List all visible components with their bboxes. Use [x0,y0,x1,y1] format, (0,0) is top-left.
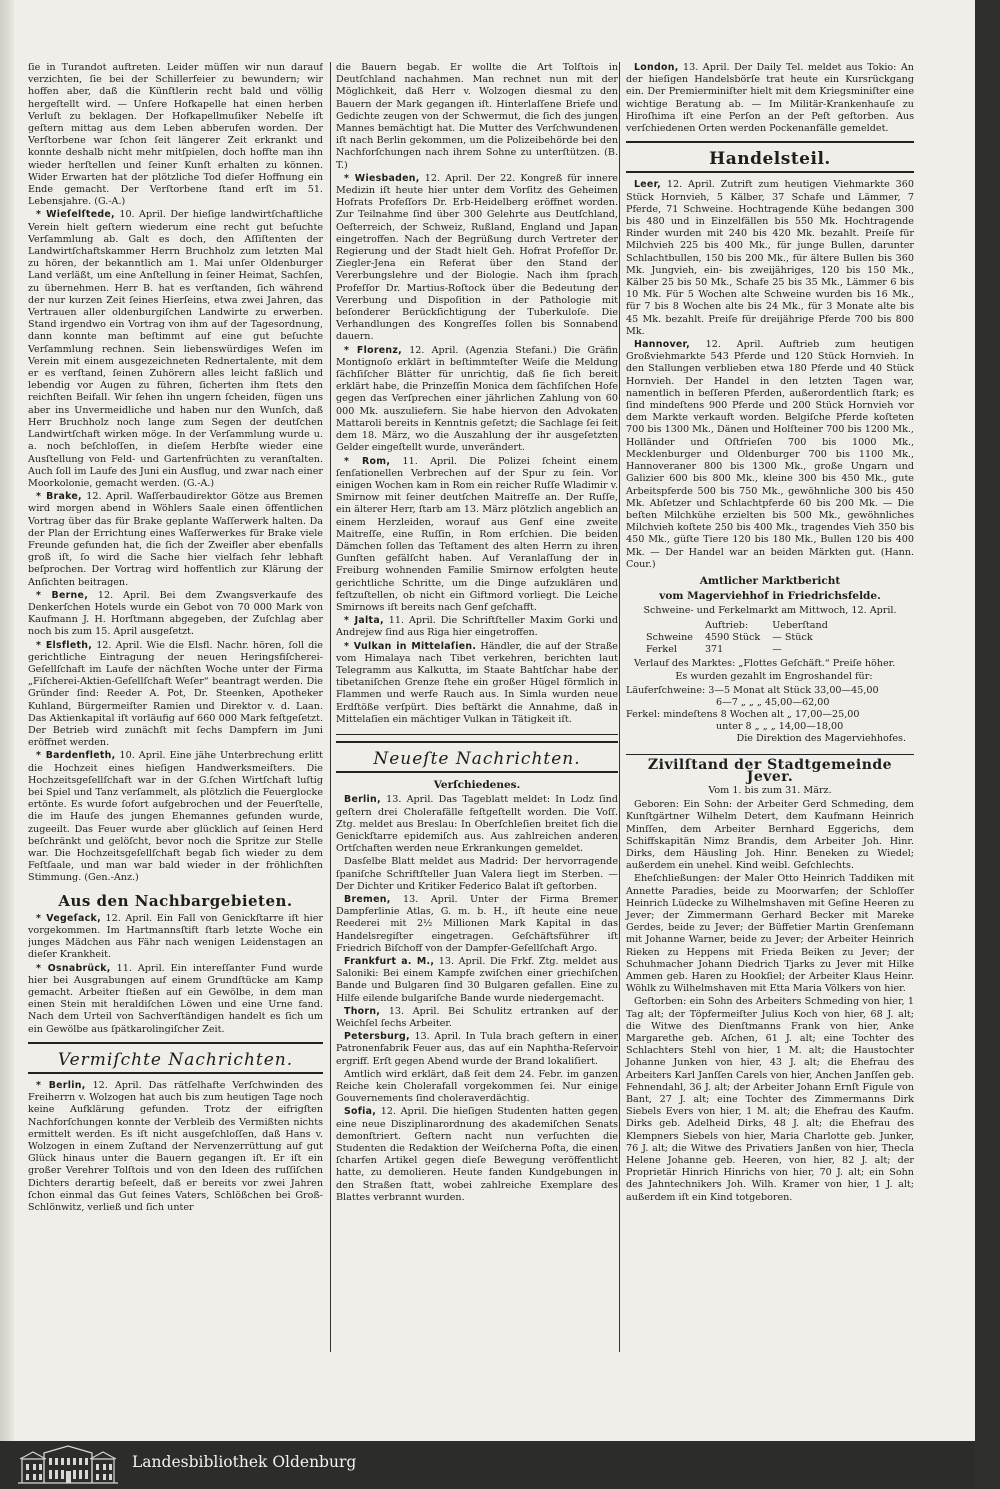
article-text: 12. April. Ein Fall von Genickſtarre iſt hier vorgekommen. Im Hartmannsſtift ſtarb letzte Woche ein junges Mädchen aus Fähr nach wenigen Leidenstagen an dieſer Krankheit. [28,912,323,961]
article-dateline: * Vulkan in Mittelaſien. [344,640,477,652]
article [28,963,323,1036]
article: Geſtorben: ein Sohn des Arbeiters Schmeding von hier, 1 Tag alt; der Töpfermeiſter Julius Koch von hier, 68 J. alt; die Witwe des Dienſtmanns Frank von hier, Anke Margarethe geb. Aſchen, 61 J. alt; eine Tochter des Schlachters Stehl von hier, 1 M. alt; die Haustochter Johanne Junken von hier, 43 J. alt; die Ehefrau des Arbeiters Karl Janſſen Carels von hier, Anchen Janſſen geb. Fehnendahl, 36 J. alt; der Arbeiter Johann Ernſt Figule von Bant, 27 J. alt; eine Tochter des Zimmermanns Dirk Siebels Evers von hier, 1 M. alt; die Ehefrau des Kaufm. Dirks geb. Adelheid Dirks, 48 J. alt; die Ehefrau des Klempners Siebels von hier, Maria Charlotte geb. Junker, 76 J. alt; die Witwe des Privatiers Janßen von hier, Thecla Helene Johanne geb. Heeren, von hier, 82 J. alt; der Proprietär Hinrich Hinrichs von hier, 70 J. alt; ein Sohn des Jahntechnikers Joh. Wilh. Kramer von hier, 1 J. alt; außerdem iſt ein Kind totgeboren. [626,996,914,1203]
article [28,209,323,490]
article-dateline: * Berne, [36,589,89,601]
table-cell: — [772,643,782,655]
table-cell: — Stück [772,631,813,643]
article-text: 10. April. Eine jähe Unterbrechung erlitt die Hochzeit eines hieſigen Handwerksmeiſters. Die Hochzeitsgeſellſchaft war in der G.ſchen Wirtſchaft luſtig bei Spiel und Tanz verſammelt, als plötzlich die Feuerglocke ertönte. Es wurde ſofort aufgebrochen und der Feuerſtelle, die im Hauſe des jungen Ehemannes gefunden wurde, zugeeilt. Das Feuer wurde aber glücklich auf ſeinen Herd beſchränkt und gelöſcht, bevor noch die Spritze zur Stelle war. Die Hochzeitsgeſellſchaft begab ſich wieder zu dem Feſtſaale, und man war bald wieder in der fröhlichſten Stimmung. (Gen.-Anz.) [28,750,323,884]
article-dateline: Leer, [634,179,661,191]
table-cell: Ferkel [646,643,677,655]
subheading: Verſchiedenes. [433,779,521,792]
price-line: 6—7 „ „ „ 45,00—62,00 [716,696,830,708]
article: Dasſelbe Blatt meldet aus Madrid: Der hervorragende ſpaniſche Schriftſteller Juan Valera liegt im Sterben. — Der Dichter und Kritiker Federico Balat iſt geſtorben. [336,856,618,892]
article-text: 12. April. Die hieſigen Studenten hatten gegen eine neue Disziplinarordnung des akademiſchen Senats demonſtriert. Geſtern nacht nun verſuchten die Studenten die Redaktion der Weiſcherna Poſta, die einen ſcharfen Artikel gegen dieſe Bewegung veröffentlicht hatte, zu demolieren. Heute fanden Kundgebungen in den Straßen ſtatt, wobei zahlreiche Exemplare des Blattes verbrannt wurden. [336,1106,618,1203]
section-heading: Handelsteil. [709,149,831,170]
table-header: Ueberſtand [772,619,828,631]
article [336,1106,618,1204]
article-text: 10. April. Der hieſige landwirtſchaftliche Verein hielt geſtern wiederum eine recht gut beſuchte Verſammlung ab. Galt es doch, den Aſſiſtenten der Landwirtſchaftskammer Herrn Bruchholz zum letzten Mal zu hören, der bekanntlich am 1. Mai unſer Oldenburger Land verläßt, um eine Anſtellung in ſeiner Heimat, Sachſen, zu übernehmen. Herr B. hat es verſtanden, ſich während der nur kurzen Zeit ſeines Hierſeins, etwa zwei Jahren, das Vertrauen aller oldenburgiſchen Landwirte zu erwerben. Stand irgendwo ein Vortrag von ihm auf der Tagesordnung, dann konnte man beſtimmt auf eine gut beſuchte Verſammlung rechnen. Sein liebenswürdiges Weſen im Verein mit einem ausgezeichneten Rednertalente, mit dem er es verſtand, ſeinen Zuhörern alles leicht faßlich und lebendig vor Augen zu führen, ſicherten ihm ſtets den reichſten Beifall. Wir ſehen ihn ungern ſcheiden, fügen uns aber ins Unvermeidliche und haben nur den Wunſch, daß Herr Bruchholz noch lange zum Segen der deutſchen Landwirtſchaft wirken möge. In der Verſammlung wurde u. a. noch beſchloſſen, in dieſem Herbſte wieder eine Ausſtellung von Feld- und Gartenfrüchten zu veranſtalten. Auch ſoll im Laufe des Juni ein Ausflug, und zwar nach einer Moorkolonie, gemacht werden. (G.-A.) [28,209,323,489]
article [626,339,914,571]
article-dateline: Thorn, [344,1005,381,1017]
article [28,590,323,639]
article-text: 12. April. Waſſerbaudirektor Götze aus Bremen wird morgen abend in Wöhlers Saale einen öffentlichen Vortrag über das für Brake geplante Waſſerwerk halten. Da der Plan der Errichtung eines Waſſerwerkes für Brake viele Freunde gefunden hat, die ſich der Zweifler aber ebenfalls groß iſt, ſo wird die Sache hier vielfach ſehr lebhaft beſprochen. Der Vortrag wird hoffentlich zur Klärung der Anſichten beitragen. [28,491,323,588]
article: ſie in Turandot auftreten. Leider müſſen wir nun darauf verzichten, ſie bei der Schillerfeier zu bewundern; wir hoffen aber, daß die Künſtlerin recht bald und völlig hergeſtellt wird. — Unſere Hofkapelle hat einen herben Verluſt zu beklagen. Der Hofkapellmuſiker Nebelſe iſt geſtern mittag aus dem Leben abberufen worden. Der Verſtorbene war ſchon ſeit längerer Zeit erkrankt und konnte deshalb nicht mehr mitſpielen, doch hoffte man ihn wieder herſtellen und ſeiner Kunſt erhalten zu können. Wider Erwarten hat der plötzliche Tod dieſer Hoffnung ein Ende gemacht. Der Verſtorbene ſtand erſt im 51. Lebensjahre. (G.-A.) [28,62,323,208]
library-brand[interactable]: Landesbibliothek Oldenburg [132,1453,357,1471]
table-header: Auftrieb: [704,619,749,631]
article: die Bauern begab. Er wollte die Art Tolſtois in Deutſchland nachahmen. Man rechnet nun mit der Möglichkeit, daß Herr v. Wolzogen diesmal zu den Bauern der Mark gegangen iſt. Hinterlaſſene Briefe und Gedichte zeugen von der Schwermut, die ſich des jungen Mannes bemächtigt hat. Die Mutter des Verſchwundenen iſt nach Berlin gekommen, um die Polizeibehörde bei den Nachforſchungen nach ihrem Sohne zu unterſtützen. (B. T.) [336,62,618,171]
article [336,173,618,344]
article [336,1006,618,1030]
page-gutter [0,0,14,1441]
article [336,894,618,955]
article-text: 12. April. Der 22. Kongreß für innere Medizin iſt heute hier unter dem Vorſitz des Geheimen Hofrats Profeſſors Dr. Erb-Heidelberg eröffnet worden. Zur Teilnahme ſind über 300 Gelehrte aus Deutſchland, Oeſterreich, der Schweiz, Rußland, England und Japan eingetroffen. Nach der Begrüßung durch Vertreter der Regierung und der Stadt hielt Geh. Hofrat Profeſſor Dr. Ziegler-Jena ein Referat über den Stand der Vererbungslehre und der Biologie. Nach ihm ſprach Profeſſor Dr. Martius-Roſtock über die Bedeutung der Vererbung und Dispoſition in der Pathologie mit beſonderer Berückſichtigung der Tuberkuloſe. Die Verhandlungen des Kongreſſes ſollen bis Sonnabend dauern. [336,172,618,343]
column-2 [336,62,618,1392]
table-row [640,632,834,644]
article-text: 13. April. In Tula brach geſtern in einer Patronenfabrik Feuer aus, das auf ein Naphtha-Reſervoir ergriff. Erſt gegen Abend wurde der Brand lokaliſiert. [336,1031,618,1067]
article: Amtlich wird erklärt, daß ſeit dem 24. Febr. im ganzen Reiche kein Cholerafall vorgekommen ſei. Nur einige Gouvernements ſind choleraverdächtig. [336,1068,618,1105]
article-dateline: * Rom, [344,455,391,467]
article-dateline: Berlin, [344,794,381,806]
article-text: 13. April. Das Tageblatt meldet: In Lodz ſind geſtern drei Cholerafälle feſtgeſtellt worden. Die Voſſ. Ztg. meldet aus Breslau: In Oberſchleſien breitet ſich die Genickſtarre epidemiſch aus. Aus zahlreichen anderen Ortſchaften werden neue Erkrankungen gemeldet. [336,794,618,855]
article-text: 12. April. (Agenzia Stefani.) Die Gräfin Montignoſo erklärt in beſtimmteſter Weiſe die Meldung ſächſiſcher Blätter für unrichtig, daß ſie ſich bereit erklärt habe, die Prinzeſſin Monica dem ſächſiſchen Hofe gegen das Verſprechen einer jährlichen Zahlung von 60 000 Mk. auszuliefern. Sie habe hiervon den Advokaten Mattaroli bereits in Kenntnis geſetzt; die Sachlage ſei ſeit dem 18. März, wo die Auszahlung der ihr ausgeſetzten Gelder eingeſtellt wurde, unverändert. [336,344,618,454]
article-text: 11. April. Ein intereſſanter Fund wurde hier bei Ausgrabungen auf einem Grundſtücke am Kamp gemacht. Arbeiter ſtießen auf ein Gewölbe, in dem man einen Stein mit heraldiſchen Löwen und eine Urne fand. Nach dem Urteil von Sachverſtändigen handelt es ſich um ein Gewölbe aus ſpätkarolingiſcher Zeit. [28,962,323,1035]
article-text: 12. April. Das rätſelhafte Verſchwinden des Freiherrn v. Wolzogen hat auch bis zum heutigen Tage noch keine Aufklärung gefunden. Trotz der eifrigſten Nachforſchungen konnte der Verbleib des Vermißten nichts ermittelt werden. Es iſt nicht ausgeſchloſſen, daß Hans v. Wolzogen in einem Zuſtand der Nervenzerrüttung auf gut Glück hinaus unter die Bauern gegangen iſt. Er iſt ein großer Verehrer Tolſtois und von den Ideen des ruſſiſchen Dichters derartig beſeelt, daß er bereits vor zwei Jahren ſchon einmal das Gut ſeines Vaters, Schlößchen bei Groß-Schlönwitz, verließ und ſich unter [28,1080,323,1214]
article-text: 13. April. Der Daily Tel. meldet aus Tokio: An der hieſigen Handelsbörſe trat heute ein Kursrückgang ein. Der Premierminiſter hielt mit dem Kriegsminiſter eine wichtige Beratung ab. — Im Militär-Krankenhauſe zu Hiroſhima iſt eine Perſon an der Peſt geſtorben. Aus verſchiedenen Orten werden Pockenanfälle gemeldet. [626,62,914,135]
column-3 [618,62,914,1392]
article [336,794,618,855]
article-dateline: * Berlin, [36,1080,86,1092]
table-cell: Schweine [646,631,693,643]
market-signature: Die Direktion des Magerviehhofes. [736,733,906,745]
article [336,456,618,615]
rule [336,734,618,735]
article-dateline: Bremen, [344,894,391,905]
article-text: 13. April. Unter der Firma Bremer Dampferlinie Atlas, G. m. b. H., iſt heute eine neue Reederei mit 2½ Millionen Mark Kapital in das Handelsregiſter eingetragen. Geſchäftsführer iſt Friedrich Biſchoff von der Dampfer-Geſellſchaft Argo. [336,894,618,954]
article [28,913,323,962]
article-dateline: * Elsfleth, [36,639,93,651]
price-line: Läuferſchweine: 3—5 Monat alt Stück 33,00—45,00 [626,684,879,696]
article [336,615,618,639]
section-heading: Vermiſchte Nachrichten. [57,1049,294,1070]
article-dateline: * Wiesbaden, [344,172,420,184]
article [28,750,323,884]
article [626,62,914,135]
section-heading: Aus den Nachbargebieten. [58,891,293,910]
section-subheading: Vom 1. bis zum 31. März. [708,784,832,796]
column-1 [28,62,323,1392]
article-text: 11. April. Die Schriftſteller Maxim Gorki und Andrejew ſind aus Riga hier eingetroffen. [336,615,618,639]
section-heading: Neueſte Nachrichten. [373,748,581,769]
article-dateline: Hannover, [634,339,690,351]
article-dateline: London, [634,62,679,73]
table-row [640,644,834,656]
article-dateline: * Osnabrück, [36,962,111,974]
article-text: 13. April. Bei Schulitz ertranken auf der Weichſel ſechs Arbeiter. [336,1005,618,1030]
article [28,640,323,750]
market-note: Es wurden gezahlt im Engroshandel für: [675,671,873,683]
article-dateline: Petersburg, [344,1031,410,1043]
table-cell: 4590 Stück [704,631,761,643]
scan-border [975,0,1000,1489]
article-dateline: * Vegeſack, [36,912,101,924]
article-dateline: * Bardenfleth, [36,750,116,762]
article-text: 12. April. Auftrieb zum heutigen Großviehmarkte 543 Pferde und 120 Stück Hornvieh. In den Stallungen verblieben etwa 180 Pferde und 40 Stück Hornvieh. Der Handel in den letzten Tagen war, namentlich in beſſeren Pferden, außerordentlich ſtark; es ſind mindeſtens 900 Pferde und 200 Stück Hornvieh vor dem Markte verkauft worden. Belgiſche Pferde koſteten 700 bis 1300 Mk., Dänen und Holſteiner 700 bis 1200 Mk., Holländer und Oſtfrieſen 700 bis 1000 Mk., Mecklenburger und Oldenburger 700 bis 1100 Mk., Hannoveraner 800 bis 1300 Mk., große Ungarn und Galizier 600 bis 800 Mk., kleine 300 bis 450 Mk., gute Arbeitspferde 500 bis 750 Mk., gewöhnliche 300 bis 450 Mk. Abſetzer und Schlachtpferde 60 bis 200 Mk. — Die beſten Milchkühe erzielten bis 500 Mk., gewöhnliches Milchvieh koſtete 250 bis 400 Mk., tragendes Vieh 350 bis 450 Mk., güſte Tiere 120 bis 180 Mk., Bullen 120 bis 400 Mk. — Der Handel war an beiden Märkten gut. (Hann. Cour.) [626,339,914,570]
article-dateline: * Brake, [36,491,82,503]
article-text: 12. April. Wie die Elsfl. Nachr. hören, ſoll die gerichtliche Eintragung der neuen Heringsfiſcherei-Geſellſchaft im Laufe der nächſten Woche unter der Firma „Fiſcherei-Aktien-Geſellſchaft Weſer“ beantragt werden. Die Gründer ſind: Reeder A. Pot, Dr. Steenken, Apotheker Kuhland, Bürgermeiſter Ramien und Direktor v. d. Laan. Das Aktienkapital iſt vorläufig auf 660 000 Mark feſtgeſetzt. Der Betrieb wird zunächſt mit ſechs Dampfern im Juni eröffnet werden. [28,639,323,749]
section-heading-box [626,141,914,173]
rule [626,754,914,755]
article: Geboren: Ein Sohn: der Arbeiter Gerd Schmeding, dem Kunſtgärtner Wilhelm Detert, dem Kaufmann Heinrich Minſſen, dem Arbeiter Bernhard Eggerichs, dem Schiffskapitän Nimz Brandis, dem Arbeiter Joh. Hinr. Dirks, dem Häusling Joh. Hinr. Beneken zu Wiedel; außerdem ein unehel. Kind weibl. Geſchlechts. [626,799,914,872]
table-cell: 371 [704,643,724,655]
section-heading-box [336,741,618,773]
article [336,345,618,455]
article-dateline: Sofia, [344,1106,377,1118]
article-dateline: * Jalta, [344,615,384,627]
section-heading-box [28,1042,323,1074]
article [336,956,618,1005]
article [28,491,323,589]
article-dateline: * Florenz, [344,344,403,356]
market-report-title: Amtlicher Marktbericht [699,574,841,587]
table-row [640,620,834,632]
price-line: Ferkel: mindeſtens 8 Wochen alt „ 17,00—25,00 [626,708,860,720]
article-text: 12. April. Zutrift zum heutigen Viehmarkte 360 Stück Hornvieh, 5 Kälber, 37 Schafe und Lämmer, 7 Pferde, 71 Schweine. Hochtragende Kühe bedangen 300 bis 480 und in Einzelfällen bis 550 Mk. Hochtragende Rinder wurden mit 240 bis 420 Mk. bezahlt. Preiſe für Milchvieh 225 bis 400 Mk., für junge Bullen, darunter Schlachtbullen, 150 bis 200 Mk., für ältere Bullen bis 360 Mk. Jungvieh, ein- bis zweijähriges, 120 bis 150 Mk., Kälber 25 bis 50 Mk., Schafe 25 bis 35 Mk., Lämmer 6 bis 10 Mk. Für 5 Wochen alte Schweine wurden bis 16 Mk., für 7 bis 8 Wochen alte bis 24 Mk., für 3 Monate alte bis 45 Mk. bezahlt. Preiſe für dreijährige Pferde 700 bis 800 Mk. [626,179,914,337]
section-heading: Zivilſtand der Stadtgemeinde Jever. [647,756,893,785]
article [336,1031,618,1068]
article-text: 12. April. Bei dem Zwangsverkaufe des Denkerſchen Hotels wurde ein Gebot von 70 000 Mark von Kaufmann J. H. Horſtmann abgegeben, der Zuſchlag aber noch bis zum 15. April ausgeſetzt. [28,589,323,638]
article: Eheſchließungen: der Maler Otto Heinrich Taddiken mit Annette Paradies, beide zu Moorwarfen; der Schloſſer Heinrich Lüdecke zu Wilhelmshaven mit Geſine Heeren zu Jever; der Zimmermann Gerhard Becker mit Mareke Gerdes, beide zu Jever; der Büffetier Martin Grenſemann mit Johanne Warner, beide zu Jever; der Arbeiter Heinrich Rieken zu Heppens mit Frieda Beiken zu Jever; der Schuhmacher Johann Diedrich Tjarks zu Jever mit Hilke Ammen geb. Haren zu Hookſiel; der Arbeiter Klaus Heinr. Wöhlk zu Wilhelmshaven mit Etta Maria Völkers von hier. [626,873,914,995]
market-report-subtitle: vom Magerviehhof in Friedrichsfelde. [659,590,881,603]
market-table [640,620,834,657]
article [336,641,618,726]
article-text: 13. April. Die Frkf. Ztg. meldet aus Saloniki: Bei einem Kampfe zwiſchen einer griechiſchen Bande und Bulgaren ſind 30 Bulgaren gefallen. Eine zu Hilfe eilende bulgariſche Bande wurde niedergemacht. [336,956,618,1004]
column-rule [330,62,331,1352]
article-text: Händler, die auf der Straße vom Himalaya nach Tibet verkehren, berichten laut Telegramm aus Kalkutta, im Staate Bahtſchar habe der tibetaniſchen Grenze ſtehe ein großer Hügel förmlich in Flammen und werfe Rauch aus. In Simla wurden neue Erdſtöße verſpürt. Dies beſtärkt die Annahme, daß in Mittelaſien ein mächtiger Vulkan in Tätigkeit iſt. [336,640,618,725]
article-text: 11. April. Die Polizei ſcheint einem ſenſationellen Verbrechen auf der Spur zu ſein. Vor einigen Wochen kam in Rom ein reicher Ruſſe Wladimir v. Smirnow mit ſeiner deutſchen Maitreſſe an. Der Ruſſe, ein älterer Herr, ſtarb am 13. März plötzlich angeblich an einem Herzleiden, worauf aus Genf eine zweite Maitreſſe, eine Ruſſin, in Rom erſchien. Die beiden Dämchen ſollen das Teſtament des alten Herrn zu ihren Gunſten gefälſcht haben. Auf Veranlaſſung der in Freiburg wohnenden Familie Smirnow erfolgten heute gerichtliche Schritte, um die Dinge aufzuklären und feſtzuſtellen, ob nicht ein Giftmord vorliegt. Die Leiche Smirnows iſt bereits nach Genf geſchafft. [336,455,618,613]
article-dateline: Frankfurt a. M., [344,956,435,968]
article [28,1080,323,1214]
price-line: unter 8 „ „ „ 14,00—18,00 [716,721,844,733]
article [626,179,914,338]
market-report-date: Schweine- und Ferkelmarkt am Mittwoch, 12. April. [643,605,897,617]
market-verlauf: Verlauf des Marktes: „Flottes Geſchäft.“ Preiſe höher. [634,658,896,670]
library-building-icon [14,1443,122,1487]
article-dateline: * Wieſelſtede, [36,209,115,221]
